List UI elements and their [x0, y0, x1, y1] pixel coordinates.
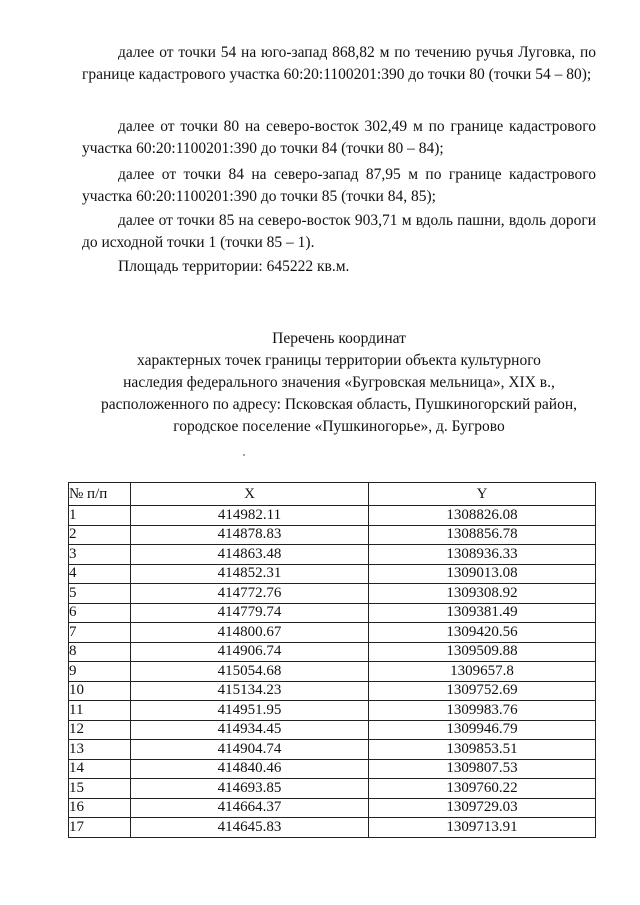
boundary-paragraph-2: [82, 116, 596, 160]
x-coordinate-cell: 414772.76: [131, 584, 369, 604]
point-number-cell: 6: [69, 603, 131, 623]
y-coordinate-cell: 1309713.91: [369, 818, 596, 838]
x-coordinate-cell: 414863.48: [131, 545, 369, 565]
table-row: [69, 701, 596, 721]
area-paragraph: [82, 256, 596, 278]
point-number-cell: 4: [69, 564, 131, 584]
y-coordinate-cell: 1309946.79: [369, 720, 596, 740]
paragraph-text: далее от точки 80 на северо-восток 302,49 м по границе кадастрового участка 60:20:1100201:390 до точки 84 (точки 80 – 84);: [82, 118, 596, 157]
table-row: [69, 740, 596, 760]
table-row: [69, 642, 596, 662]
y-coordinate-cell: 1309013.08: [369, 564, 596, 584]
table-row: [69, 681, 596, 701]
x-coordinate-cell: 414982.11: [131, 506, 369, 526]
header-number: № п/п: [69, 483, 131, 506]
table-row: [69, 506, 596, 526]
x-coordinate-cell: 414951.95: [131, 701, 369, 721]
x-coordinate-cell: 414693.85: [131, 779, 369, 799]
point-number-cell: 9: [69, 662, 131, 682]
paragraph-text: далее от точки 84 на северо-запад 87,95 м по границе кадастрового участка 60:20:1100201:390 до точки 85 (точки 84, 85);: [82, 166, 596, 205]
point-number-cell: 16: [69, 798, 131, 818]
paragraph-text: далее от точки 54 на юго-запад 868,82 м по течению ручья Луговка, по границе кадастрового участка 60:20:1100201:390 до точки 80 (точки 54 – 80);: [82, 44, 596, 83]
y-coordinate-cell: 1308826.08: [369, 506, 596, 526]
subtitle-line-2: наследия федерального значения «Бугровская мельница», XIX в.,: [123, 374, 555, 391]
subtitle-line-4: городское поселение «Пушкиногорье», д. Бугрово: [173, 418, 505, 435]
y-coordinate-cell: 1309420.56: [369, 623, 596, 643]
table-row: [69, 818, 596, 838]
boundary-paragraph-3: [82, 164, 596, 208]
table-row: [69, 662, 596, 682]
subtitle-line-3: расположенного по адресу: Псковская область, Пушкиногорский район,: [100, 396, 577, 413]
area-text: Площадь территории: 645222 кв.м.: [118, 258, 350, 275]
header-x: X: [131, 483, 369, 506]
table-header-row: [69, 483, 596, 506]
table-body: [69, 506, 596, 838]
scan-speck: [243, 454, 245, 456]
y-coordinate-cell: 1309729.03: [369, 798, 596, 818]
y-coordinate-cell: 1309308.92: [369, 584, 596, 604]
coordinates-list-title: Перечень координат: [272, 330, 406, 347]
coordinates-table: [68, 482, 596, 838]
coordinates-list-subtitle: [82, 350, 596, 438]
point-number-cell: 13: [69, 740, 131, 760]
point-number-cell: 5: [69, 584, 131, 604]
table-row: [69, 584, 596, 604]
header-y: Y: [369, 483, 596, 506]
table-row: [69, 759, 596, 779]
table-row: [69, 545, 596, 565]
point-number-cell: 2: [69, 525, 131, 545]
point-number-cell: 7: [69, 623, 131, 643]
x-coordinate-cell: 415054.68: [131, 662, 369, 682]
y-coordinate-cell: 1309657.8: [369, 662, 596, 682]
y-coordinate-cell: 1309381.49: [369, 603, 596, 623]
point-number-cell: 12: [69, 720, 131, 740]
x-coordinate-cell: 414800.67: [131, 623, 369, 643]
table-row: [69, 603, 596, 623]
x-coordinate-cell: 414878.83: [131, 525, 369, 545]
boundary-paragraph-4: [82, 210, 596, 254]
x-coordinate-cell: 415134.23: [131, 681, 369, 701]
point-number-cell: 17: [69, 818, 131, 838]
point-number-cell: 1: [69, 506, 131, 526]
y-coordinate-cell: 1309752.69: [369, 681, 596, 701]
y-coordinate-cell: 1308936.33: [369, 545, 596, 565]
x-coordinate-cell: 414664.37: [131, 798, 369, 818]
y-coordinate-cell: 1309807.53: [369, 759, 596, 779]
table-row: [69, 779, 596, 799]
x-coordinate-cell: 414906.74: [131, 642, 369, 662]
subtitle-line-1: характерных точек границы территории объекта культурного: [137, 352, 541, 369]
point-number-cell: 15: [69, 779, 131, 799]
point-number-cell: 8: [69, 642, 131, 662]
point-number-cell: 10: [69, 681, 131, 701]
y-coordinate-cell: 1308856.78: [369, 525, 596, 545]
y-coordinate-cell: 1309760.22: [369, 779, 596, 799]
y-coordinate-cell: 1309853.51: [369, 740, 596, 760]
point-number-cell: 3: [69, 545, 131, 565]
x-coordinate-cell: 414645.83: [131, 818, 369, 838]
y-coordinate-cell: 1309509.88: [369, 642, 596, 662]
table-row: [69, 798, 596, 818]
x-coordinate-cell: 414934.45: [131, 720, 369, 740]
x-coordinate-cell: 414779.74: [131, 603, 369, 623]
point-number-cell: 11: [69, 701, 131, 721]
paragraph-text: далее от точки 85 на северо-восток 903,71 м вдоль пашни, вдоль дороги до исходной точки 1 (точки 85 – 1).: [82, 212, 596, 251]
table-row: [69, 525, 596, 545]
point-number-cell: 14: [69, 759, 131, 779]
x-coordinate-cell: 414840.46: [131, 759, 369, 779]
table-row: [69, 623, 596, 643]
table-row: [69, 564, 596, 584]
x-coordinate-cell: 414852.31: [131, 564, 369, 584]
boundary-paragraph-1: [82, 42, 596, 86]
x-coordinate-cell: 414904.74: [131, 740, 369, 760]
table-row: [69, 720, 596, 740]
y-coordinate-cell: 1309983.76: [369, 701, 596, 721]
